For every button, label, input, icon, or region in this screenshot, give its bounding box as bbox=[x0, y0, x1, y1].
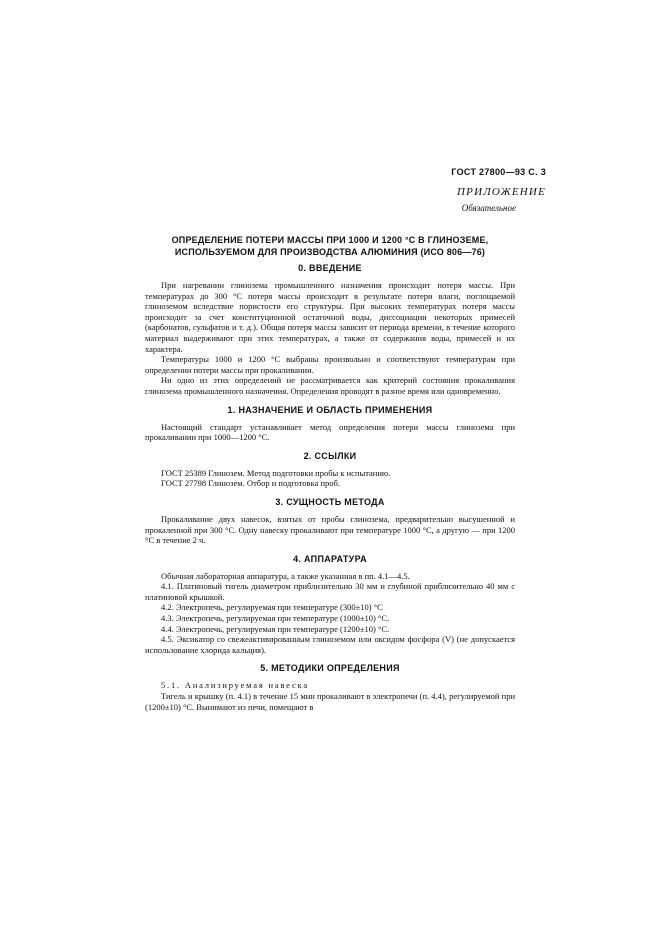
equipment-item-1: 4.1. Платиновый тигель диаметром приблизительно 30 мм и глубиной приблизительно 40 мм с платиновой крышкой. bbox=[145, 581, 515, 602]
intro-paragraph-1: При нагревании глинозема промышленного назначения происходит потеря массы. При температурах до 300 °С потеря массы происходит в результате потери влаги, поглощаемой глиноземом вследствие пористости его структуры. При высоких температурах потеря массы происходит за счет конституционной остаточной воды, диссоциации некоторых примесей (карбонатов, сульфатов и т. д.). Общая потеря массы зависит от периода времени, в течение которого материал выдерживают при этих температурах, а также от содержания воды, примесей и их характера. bbox=[145, 280, 515, 354]
equipment-item-5: 4.5. Эксикатор со свежеактивированным глиноземом или оксидом фосфора (V) (не допускается использование хлорида кальция). bbox=[145, 634, 515, 655]
reference-1: ГОСТ 25389 Глинозем. Метод подготовки пробы к испытанию. bbox=[161, 467, 391, 478]
reference-2: ГОСТ 27798 Глинозем. Отбор и подготовка проб. bbox=[161, 478, 340, 489]
section-title-references: 2. ССЫЛКИ bbox=[303, 450, 357, 461]
essence-paragraph: Прокаливание двух навесок, взятых от пробы глинозема, предварительно высушенной и прокаленной при 300 °С. Одну навеску прокаливают при температуре 1000 °С, а другую — при 1200 °С в течение 2 ч. bbox=[145, 513, 515, 546]
section-title-essence: 3. СУЩНОСТЬ МЕТОДА bbox=[275, 496, 385, 507]
appendix-label: ПРИЛОЖЕНИЕ bbox=[457, 186, 546, 198]
section-title-equipment: 4. АППАРАТУРА bbox=[293, 553, 367, 564]
intro-paragraph-2: Температуры 1000 и 1200 °С выбраны произвольно и соответствуют температурам при определении потери массы при прокаливании. bbox=[145, 354, 515, 375]
appendix-status: Обязательное bbox=[461, 203, 516, 213]
equipment-intro: Обычная лабораторная аппаратура, а также указанная в пп. 4.1—4.5. bbox=[161, 570, 410, 581]
methods-paragraph: Тигель и крышку (п. 4.1) в течение 15 мин прокаливают в электропечи (п. 4.4), регулируемой при (1200±10) °С. Вынимают из печи, помещают в bbox=[145, 691, 515, 712]
methods-subheading: 5.1. Анализируемая навеска bbox=[161, 680, 309, 691]
intro-paragraph-3: Ни одно из этих определений не рассматривается как критерий состояния прокаливания глинозема промышленного назначения. Определения проводят в разное время или одновременно. bbox=[145, 375, 515, 396]
document-body bbox=[145, 262, 515, 712]
equipment-item-2: 4.2. Электропечь, регулируемая при температуре (300±10) °С bbox=[161, 602, 383, 613]
standard-code: ГОСТ 27800—93 С. 3 bbox=[451, 167, 546, 177]
section-title-intro: 0. ВВЕДЕНИЕ bbox=[298, 263, 362, 273]
document-title: ОПРЕДЕЛЕНИЕ ПОТЕРИ МАССЫ ПРИ 1000 И 1200 °С В ГЛИНОЗЕМЕ, ИСПОЛЬЗУЕМОМ ДЛЯ ПРОИЗВОДСТВА АЛЮМИНИЯ (ИСО 806—76) bbox=[171, 235, 489, 257]
section-title-scope: 1. НАЗНАЧЕНИЕ И ОБЛАСТЬ ПРИМЕНЕНИЯ bbox=[227, 404, 433, 415]
equipment-item-3: 4.3. Электропечь, регулируемая при температуре (1000±10) °С. bbox=[161, 613, 390, 624]
equipment-item-4: 4.4. Электропечь, регулируемая при температуре (1200±10) °С. bbox=[161, 623, 390, 634]
scope-paragraph: Настоящий стандарт устанавливает метод определения потери массы глинозема при прокаливании при 1000—1200 °С. bbox=[145, 421, 515, 443]
section-title-methods: 5. МЕТОДИКИ ОПРЕДЕЛЕНИЯ bbox=[260, 663, 400, 674]
